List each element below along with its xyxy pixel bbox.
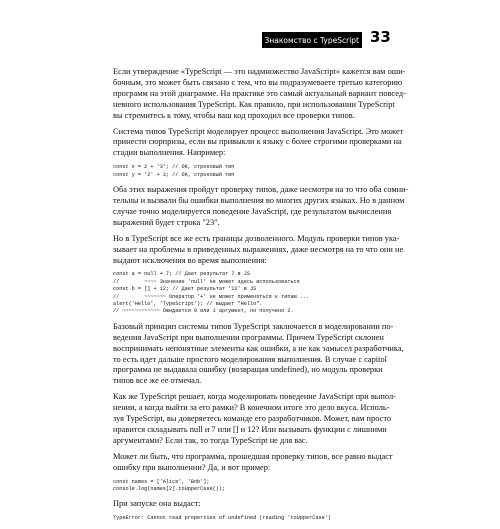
code-line: // ~~~~~~~ Оператор '+' не может применяться к типам ... (113, 293, 310, 300)
text-line: тельны и вызвали бы ошибки выполнения во многих других языках. Но в данном (113, 195, 405, 205)
code-line: const x = 2 + '3'; // OK, строковый тип (113, 164, 235, 171)
text-line: ведения JavaScript при выполнении программы. Причем TypeScript склонен (113, 332, 384, 342)
paragraph-7 (113, 451, 393, 474)
text-line: программа не выдавала ошибку (возвращая undefined), но модуль проверки (113, 365, 383, 375)
text-line: ошибку при выполнении? Да, и вот пример: (113, 462, 271, 472)
paragraph-2 (113, 126, 404, 160)
text-line: зуя TypeScript, вы доверяетесь команде его разработчиков. Может, вам просто (113, 414, 392, 424)
paragraph-1 (113, 67, 406, 122)
code-line: alert('Hello', 'TypeScript'); // выдает "Hello". (113, 301, 263, 308)
text-line: нравится складывать null и 7 или [] и 12? Или вызывать функции с лишними (113, 425, 387, 434)
text-line: выражений будет строка "23". (113, 217, 220, 227)
code-line: // ~~~~~~~~~~~~ Ожидается 0 или 1 аргумент, но получено 2. (113, 308, 294, 315)
text-line: типов все же ее отмечал. (113, 376, 202, 386)
paragraph-3 (113, 185, 409, 229)
code-line: const names = ['Alice', 'Bob']; (113, 478, 210, 485)
text-line: Оба этих выражения пройдут проверку типов, даже несмотря на то что оба сомни- (113, 185, 409, 195)
text-line: Если утверждение «TypeScript — это надмножество JavaScript» кажется вам оши- (113, 67, 406, 76)
code-block-3 (113, 479, 373, 494)
text-line: то есть идет дальше простого моделирования выполнения. В случае с capitol (113, 354, 387, 364)
text-line: Может ли быть, что программа, прошедшая проверку типов, все равно выдаст (113, 451, 393, 461)
code-line: const a = null + 7; // Дает результат 7 в JS (113, 271, 250, 278)
code-block-1 (113, 164, 373, 179)
text-line: нении, а когда выйти за его рамки? В конечном итоге это дело вкуса. Исполь- (113, 403, 390, 413)
code-block-4 (113, 515, 373, 522)
text-line: Как же TypeScript решает, когда моделировать поведение JavaScript при выпол- (113, 392, 396, 402)
text-line: Базовый принцип системы типов TypeScript заключается в моделировании по- (113, 321, 394, 331)
section-title-bar (262, 32, 362, 48)
paragraph-8 (113, 499, 373, 510)
text-line: программ на этой диаграмме. На практике это самый актуальный вариант повсед- (113, 88, 406, 98)
text-line: аргументами? Если так, то тогда TypeScript не для вас. (113, 435, 308, 445)
text-line: бочным, это может быть связано с тем, что вы подразумеваете третью категорию (113, 77, 403, 87)
code-line: const y = '2' + 3; // OK, строковый тип (113, 171, 235, 178)
code-block-2 (113, 271, 373, 315)
body-text (113, 67, 409, 529)
text-line: невного использования TypeScript. Как правило, при использовании TypeScript (113, 99, 395, 109)
paragraph-5 (113, 321, 404, 387)
text-line: случае точно моделируется поведение JavaScript, где результатом вычисления (113, 206, 392, 216)
section-title: Знакомство с TypeScript (264, 35, 359, 45)
text-line: стадии выполнения. Например: (113, 148, 226, 158)
code-line: const b = [] + 12; // Дает результат '12' в JS (113, 286, 257, 293)
code-line: TypeError: Cannot read properties of undefined (reading 'toUpperCase') (113, 515, 331, 522)
code-line: // ~~~~ Значение 'null' не может здесь использоваться (113, 278, 300, 285)
paragraph-4 (113, 233, 404, 267)
text-line: зывает на проблемы в приведенных выражениях, даже несмотря на то что они не (113, 244, 404, 254)
text-line: выдают исключения во время выполнения: (113, 255, 267, 265)
text-line: Система типов TypeScript моделирует процесс выполнения JavaScript. Это может (113, 126, 404, 136)
text-line: При запуске она выдаст: (113, 499, 201, 509)
text-line: принести сюрпризы, если вы привыкли к языку с более строгими проверками на (113, 137, 402, 147)
text-line: вы стремитесь к тому, чтобы ваш код проходил все проверки типов. (113, 110, 355, 120)
text-line: воспринимать непонятные элементы как ошибки, а не как замысел разработчика, (113, 343, 404, 353)
code-line: console.log(names[2].toUpperCase()); (113, 486, 226, 493)
text-line: Но в TypeScript все же есть границы дозволенного. Модуль проверки типов ука- (113, 233, 400, 243)
page-number: 33 (370, 28, 391, 46)
running-header (0, 28, 500, 52)
paragraph-6 (113, 392, 396, 447)
